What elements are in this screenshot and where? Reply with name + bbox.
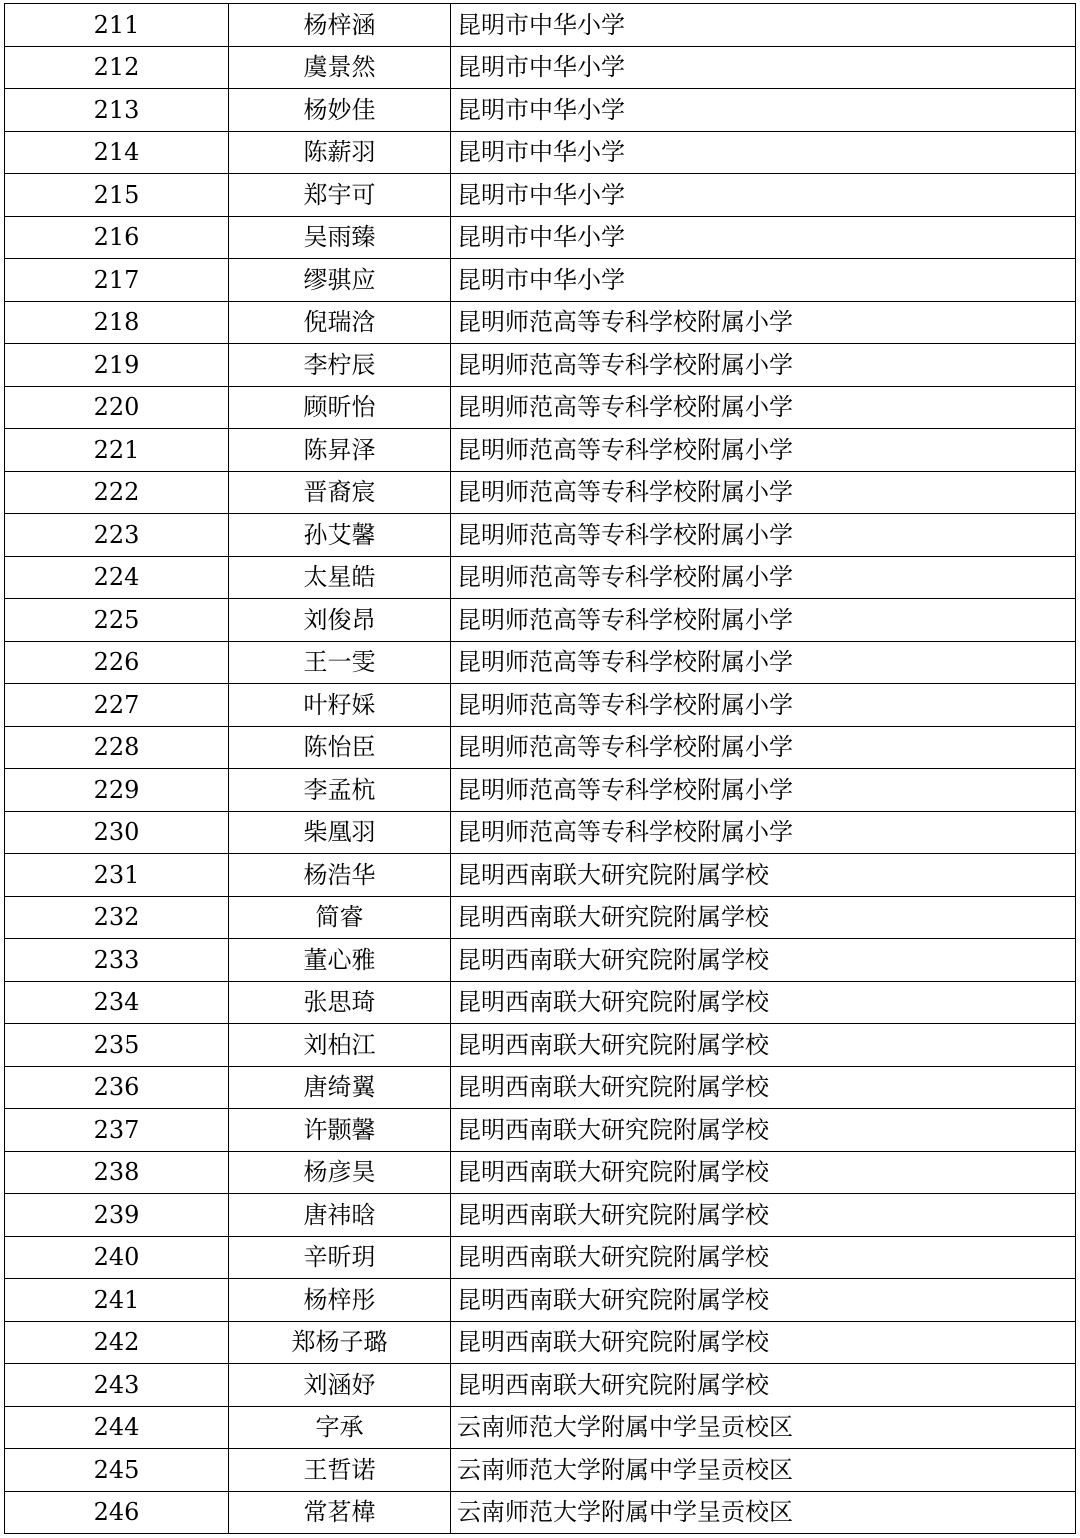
student-name-cell: 杨梓彤 <box>229 1279 451 1322</box>
table-row <box>5 769 1076 812</box>
student-name-cell: 郑宇可 <box>229 174 451 217</box>
school-name-cell: 昆明西南联大研究院附属学校 <box>451 1236 1076 1279</box>
school-name-cell: 昆明市中华小学 <box>451 259 1076 302</box>
table-row <box>5 1194 1076 1237</box>
row-number-cell: 218 <box>5 301 229 344</box>
student-name-cell: 董心雅 <box>229 939 451 982</box>
table-row <box>5 939 1076 982</box>
student-name-cell: 常茗椲 <box>229 1491 451 1534</box>
school-name-cell: 昆明西南联大研究院附属学校 <box>451 1279 1076 1322</box>
row-number-cell: 235 <box>5 1024 229 1067</box>
row-number-cell: 223 <box>5 514 229 557</box>
table-row <box>5 174 1076 217</box>
school-name-cell: 昆明西南联大研究院附属学校 <box>451 939 1076 982</box>
student-name-cell: 王一雯 <box>229 641 451 684</box>
table-row <box>5 46 1076 89</box>
row-number-cell: 239 <box>5 1194 229 1237</box>
student-name-cell: 辛昕玥 <box>229 1236 451 1279</box>
row-number-cell: 217 <box>5 259 229 302</box>
school-name-cell: 昆明西南联大研究院附属学校 <box>451 854 1076 897</box>
row-number-cell: 246 <box>5 1491 229 1534</box>
row-number-cell: 243 <box>5 1364 229 1407</box>
student-name-cell: 虞景然 <box>229 46 451 89</box>
school-name-cell: 昆明师范高等专科学校附属小学 <box>451 769 1076 812</box>
table-row <box>5 301 1076 344</box>
table-row <box>5 471 1076 514</box>
row-number-cell: 214 <box>5 131 229 174</box>
student-name-cell: 张思琦 <box>229 981 451 1024</box>
student-name-cell: 杨妙佳 <box>229 89 451 132</box>
row-number-cell: 245 <box>5 1449 229 1492</box>
student-name-cell: 杨彦昊 <box>229 1151 451 1194</box>
row-number-cell: 231 <box>5 854 229 897</box>
row-number-cell: 213 <box>5 89 229 132</box>
row-number-cell: 221 <box>5 429 229 472</box>
table-row <box>5 1236 1076 1279</box>
student-name-cell: 唐祎晗 <box>229 1194 451 1237</box>
table-row <box>5 344 1076 387</box>
school-name-cell: 昆明市中华小学 <box>451 131 1076 174</box>
table-row <box>5 726 1076 769</box>
school-name-cell: 昆明师范高等专科学校附属小学 <box>451 641 1076 684</box>
school-name-cell: 昆明西南联大研究院附属学校 <box>451 1194 1076 1237</box>
student-name-cell: 简睿 <box>229 896 451 939</box>
school-name-cell: 昆明市中华小学 <box>451 46 1076 89</box>
table-row <box>5 811 1076 854</box>
school-name-cell: 昆明师范高等专科学校附属小学 <box>451 599 1076 642</box>
row-number-cell: 222 <box>5 471 229 514</box>
student-name-cell: 字承 <box>229 1406 451 1449</box>
row-number-cell: 233 <box>5 939 229 982</box>
school-name-cell: 昆明西南联大研究院附属学校 <box>451 896 1076 939</box>
row-number-cell: 240 <box>5 1236 229 1279</box>
row-number-cell: 226 <box>5 641 229 684</box>
student-name-cell: 刘涵妤 <box>229 1364 451 1407</box>
roster-table-body <box>5 4 1076 1534</box>
student-name-cell: 郑杨子璐 <box>229 1321 451 1364</box>
row-number-cell: 234 <box>5 981 229 1024</box>
row-number-cell: 244 <box>5 1406 229 1449</box>
student-name-cell: 许颢馨 <box>229 1109 451 1152</box>
student-name-cell: 刘柏江 <box>229 1024 451 1067</box>
student-name-cell: 顾昕怡 <box>229 386 451 429</box>
row-number-cell: 242 <box>5 1321 229 1364</box>
school-name-cell: 昆明师范高等专科学校附属小学 <box>451 684 1076 727</box>
row-number-cell: 238 <box>5 1151 229 1194</box>
student-name-cell: 唐绮翼 <box>229 1066 451 1109</box>
school-name-cell: 昆明师范高等专科学校附属小学 <box>451 344 1076 387</box>
table-row <box>5 4 1076 47</box>
table-row <box>5 599 1076 642</box>
row-number-cell: 212 <box>5 46 229 89</box>
student-name-cell: 柴凰羽 <box>229 811 451 854</box>
student-name-cell: 太星皓 <box>229 556 451 599</box>
row-number-cell: 220 <box>5 386 229 429</box>
student-name-cell: 叶籽婇 <box>229 684 451 727</box>
student-name-cell: 晋裔宸 <box>229 471 451 514</box>
table-row <box>5 1491 1076 1534</box>
school-name-cell: 昆明师范高等专科学校附属小学 <box>451 301 1076 344</box>
table-row <box>5 1321 1076 1364</box>
school-name-cell: 云南师范大学附属中学呈贡校区 <box>451 1449 1076 1492</box>
student-name-cell: 陈怡臣 <box>229 726 451 769</box>
roster-table <box>4 3 1076 1534</box>
student-name-cell: 吴雨臻 <box>229 216 451 259</box>
table-row <box>5 1109 1076 1152</box>
school-name-cell: 昆明市中华小学 <box>451 216 1076 259</box>
table-row <box>5 429 1076 472</box>
row-number-cell: 237 <box>5 1109 229 1152</box>
school-name-cell: 昆明西南联大研究院附属学校 <box>451 1109 1076 1152</box>
student-name-cell: 陈昇泽 <box>229 429 451 472</box>
school-name-cell: 昆明师范高等专科学校附属小学 <box>451 726 1076 769</box>
table-row <box>5 1279 1076 1322</box>
table-row <box>5 684 1076 727</box>
school-name-cell: 昆明师范高等专科学校附属小学 <box>451 386 1076 429</box>
row-number-cell: 219 <box>5 344 229 387</box>
school-name-cell: 昆明师范高等专科学校附属小学 <box>451 556 1076 599</box>
school-name-cell: 昆明市中华小学 <box>451 4 1076 47</box>
row-number-cell: 225 <box>5 599 229 642</box>
table-row <box>5 1406 1076 1449</box>
school-name-cell: 昆明西南联大研究院附属学校 <box>451 1151 1076 1194</box>
school-name-cell: 昆明师范高等专科学校附属小学 <box>451 811 1076 854</box>
table-row <box>5 259 1076 302</box>
table-row <box>5 641 1076 684</box>
student-name-cell: 陈薪羽 <box>229 131 451 174</box>
table-row <box>5 1066 1076 1109</box>
school-name-cell: 昆明西南联大研究院附属学校 <box>451 1066 1076 1109</box>
student-name-cell: 杨梓涵 <box>229 4 451 47</box>
student-name-cell: 缪骐应 <box>229 259 451 302</box>
table-row <box>5 514 1076 557</box>
row-number-cell: 228 <box>5 726 229 769</box>
table-row <box>5 216 1076 259</box>
row-number-cell: 211 <box>5 4 229 47</box>
student-name-cell: 李孟杭 <box>229 769 451 812</box>
table-row <box>5 556 1076 599</box>
student-name-cell: 李柠辰 <box>229 344 451 387</box>
school-name-cell: 昆明西南联大研究院附属学校 <box>451 1364 1076 1407</box>
student-name-cell: 王哲诺 <box>229 1449 451 1492</box>
table-row <box>5 89 1076 132</box>
table-row <box>5 896 1076 939</box>
row-number-cell: 227 <box>5 684 229 727</box>
table-row <box>5 1024 1076 1067</box>
row-number-cell: 241 <box>5 1279 229 1322</box>
row-number-cell: 232 <box>5 896 229 939</box>
school-name-cell: 昆明西南联大研究院附属学校 <box>451 981 1076 1024</box>
school-name-cell: 昆明师范高等专科学校附属小学 <box>451 471 1076 514</box>
school-name-cell: 昆明师范高等专科学校附属小学 <box>451 514 1076 557</box>
row-number-cell: 236 <box>5 1066 229 1109</box>
row-number-cell: 215 <box>5 174 229 217</box>
row-number-cell: 224 <box>5 556 229 599</box>
student-name-cell: 倪瑞浛 <box>229 301 451 344</box>
table-row <box>5 981 1076 1024</box>
table-row <box>5 1449 1076 1492</box>
row-number-cell: 230 <box>5 811 229 854</box>
student-name-cell: 杨浩华 <box>229 854 451 897</box>
school-name-cell: 昆明西南联大研究院附属学校 <box>451 1024 1076 1067</box>
row-number-cell: 229 <box>5 769 229 812</box>
school-name-cell: 昆明市中华小学 <box>451 89 1076 132</box>
school-name-cell: 昆明市中华小学 <box>451 174 1076 217</box>
table-row <box>5 854 1076 897</box>
school-name-cell: 昆明西南联大研究院附属学校 <box>451 1321 1076 1364</box>
student-name-cell: 孙艾馨 <box>229 514 451 557</box>
school-name-cell: 云南师范大学附属中学呈贡校区 <box>451 1491 1076 1534</box>
row-number-cell: 216 <box>5 216 229 259</box>
school-name-cell: 昆明师范高等专科学校附属小学 <box>451 429 1076 472</box>
table-row <box>5 386 1076 429</box>
table-row <box>5 1151 1076 1194</box>
table-row <box>5 131 1076 174</box>
school-name-cell: 云南师范大学附属中学呈贡校区 <box>451 1406 1076 1449</box>
table-row <box>5 1364 1076 1407</box>
student-name-cell: 刘俊昂 <box>229 599 451 642</box>
